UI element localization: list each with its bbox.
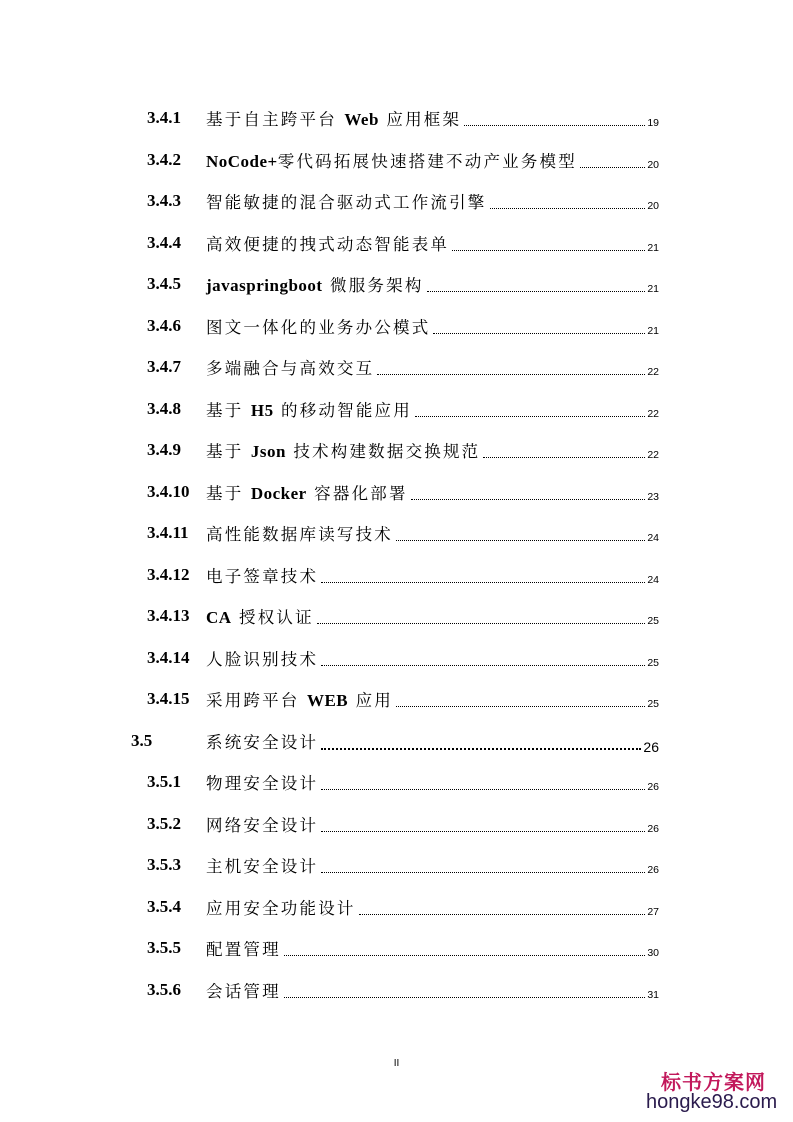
toc-entry-page: 24 (647, 532, 659, 544)
toc-entry[interactable] (0, 812, 793, 838)
toc-dot-leader (359, 913, 646, 915)
toc-entry-title-part: 高效便捷的拽式动态智能表单 (206, 234, 450, 254)
toc-entry-number: 3.5.6 (147, 979, 181, 999)
toc-entry-number: 3.4.6 (147, 315, 181, 335)
toc-dot-leader (396, 705, 645, 707)
toc-entry-number: 3.4.12 (147, 564, 190, 584)
toc-entry-line (206, 272, 659, 298)
toc-entry-page: 21 (647, 241, 659, 254)
toc-entry-title (206, 317, 430, 340)
toc-entry-number: 3.4.1 (147, 108, 181, 127)
toc-entry-title-part: Json (250, 442, 286, 461)
toc-entry-page: 22 (647, 407, 659, 420)
toc-entry-line (206, 397, 659, 423)
toc-entry-title-part: Docker (250, 483, 307, 503)
toc-dot-leader (427, 290, 646, 292)
toc-dot-leader (433, 332, 645, 334)
toc-entry-line (206, 812, 659, 838)
toc-entry-page: 26 (647, 864, 659, 876)
toc-entry-title-part: 配置管理 (206, 940, 281, 959)
toc-dot-leader (490, 207, 646, 209)
toc-entry-title (206, 109, 461, 132)
toc-entry-title-part: 智能敏捷的混合驱动式工作流引擎 (206, 193, 487, 212)
toc-dot-leader (464, 124, 645, 126)
toc-entry[interactable] (0, 272, 793, 298)
toc-entry-page: 25 (647, 615, 659, 627)
toc-entry-number: 3.4.15 (147, 689, 190, 708)
toc-entry-page: 27 (647, 905, 659, 918)
toc-dot-leader (321, 871, 645, 873)
toc-dot-leader (580, 166, 645, 168)
toc-entry-line (206, 480, 659, 506)
toc-entry-title (206, 815, 318, 838)
toc-entry-title-part: 零代码拓展快速搭建不动产业务模型 (277, 151, 577, 171)
toc-entry[interactable] (0, 687, 793, 713)
toc-entry-title-part: 会话管理 (206, 981, 281, 1001)
toc-dot-leader (284, 996, 646, 998)
toc-entry-title-part: WEB (306, 691, 349, 710)
toc-entry-page: 30 (647, 947, 659, 959)
toc-entry-title (206, 441, 480, 464)
toc-entry-line (206, 729, 659, 755)
toc-entry[interactable] (0, 355, 793, 381)
toc-entry-page: 20 (647, 158, 659, 171)
toc-entry-title (206, 400, 412, 423)
toc-entry[interactable] (0, 978, 793, 1004)
toc-entry-number: 3.5.5 (147, 938, 181, 957)
toc-entry[interactable] (0, 189, 793, 215)
toc-entry[interactable] (0, 148, 793, 174)
toc-entry[interactable] (0, 936, 793, 962)
toc-entry-number: 3.5.3 (147, 855, 181, 874)
toc-entry-title (206, 732, 318, 755)
toc-entry-title (206, 524, 393, 547)
toc-entry[interactable] (0, 604, 793, 630)
toc-entry-page: 23 (647, 490, 659, 503)
toc-entry-title-part: 应用安全功能设计 (206, 898, 356, 918)
watermark-brand: 标书方案网 (661, 1070, 766, 1094)
toc-entry-number: 3.4.2 (147, 149, 181, 169)
toc-entry-title-part: 的移动智能应用 (273, 400, 412, 420)
toc-entry-line (206, 687, 659, 713)
toc-entry-number: 3.4.10 (147, 481, 190, 501)
toc-entry-line (206, 853, 659, 879)
toc-entry-title-part: 基于 (206, 400, 251, 420)
toc-entry-title-part: 人脸识别技术 (206, 649, 319, 669)
toc-entry-number: 3.4.3 (147, 191, 181, 210)
toc-entry[interactable] (0, 106, 793, 132)
toc-entry-line (206, 355, 659, 381)
toc-dot-leader (321, 581, 645, 583)
toc-entry-page: 22 (647, 366, 659, 378)
toc-entry-number: 3.4.13 (147, 606, 190, 625)
toc-dot-leader (396, 539, 645, 541)
toc-entry[interactable] (0, 853, 793, 879)
toc-entry-title-part: 基于 (206, 442, 251, 461)
toc-entry-title-part: javaspringboot (206, 276, 323, 295)
toc-entry-title-part: 主机安全设计 (206, 857, 319, 876)
toc-entry-page: 26 (647, 781, 659, 793)
toc-entry-title (206, 566, 318, 589)
toc-entry-title (206, 690, 393, 713)
toc-entry-title-part: 图文一体化的业务办公模式 (206, 317, 431, 337)
toc-entry[interactable] (0, 729, 793, 755)
toc-entry-title-part: NoCode+ (206, 151, 278, 171)
toc-entry[interactable] (0, 314, 793, 340)
toc-dot-leader (415, 415, 645, 417)
toc-entry-number: 3.5.4 (147, 896, 181, 916)
toc-entry-number: 3.4.14 (147, 647, 190, 667)
toc-entry-title-part: 电子签章技术 (206, 566, 319, 586)
toc-entry-title-part: 应用框架 (378, 110, 462, 129)
toc-entry[interactable] (0, 646, 793, 672)
toc-entry-title-part: Web (344, 110, 379, 129)
toc-entry-number: 3.4.9 (147, 440, 181, 459)
toc-entry-number: 3.5 (131, 730, 153, 750)
toc-entry-line (206, 604, 659, 630)
toc-entry-title (206, 607, 314, 630)
toc-entry-page: 26 (643, 738, 659, 755)
toc-dot-leader (321, 830, 645, 832)
toc-entry-title-part: 容器化部署 (306, 483, 408, 503)
toc-entry-page: 21 (647, 324, 659, 337)
toc-entry-title (206, 151, 577, 174)
toc-entry-number: 3.5.1 (147, 772, 181, 791)
toc-entry[interactable] (0, 770, 793, 796)
toc-entry-title-part: 授权认证 (231, 608, 314, 627)
toc-entry-title-part: 高性能数据库读写技术 (206, 525, 393, 544)
toc-entry-page: 26 (647, 822, 659, 835)
toc-dot-leader (321, 788, 645, 790)
toc-entry[interactable] (0, 397, 793, 423)
toc-entry-title-part: 网络安全设计 (206, 815, 319, 835)
toc-entry-line (206, 521, 659, 547)
toc-entry[interactable] (0, 438, 793, 464)
toc-entry-title (206, 856, 318, 879)
toc-entry-title (206, 483, 408, 506)
toc-entry-line (206, 770, 659, 796)
toc-entry-title-part: 微服务架构 (322, 276, 424, 295)
toc-entry-title (206, 649, 318, 672)
toc-dot-leader (411, 498, 646, 500)
toc-entry-title (206, 773, 318, 796)
toc-entry-line (206, 106, 659, 132)
toc-entry[interactable] (0, 563, 793, 589)
toc-entry[interactable] (0, 895, 793, 921)
toc-dot-leader (452, 249, 645, 251)
toc-entry-line (206, 189, 659, 215)
watermark-site: hongke98.com (646, 1091, 778, 1113)
toc-entry-line (206, 978, 659, 1004)
toc-entry-title (206, 275, 424, 298)
toc-entry-title-part: 技术构建数据交换规范 (285, 442, 481, 461)
toc-entry-line (206, 314, 659, 340)
toc-entry-line (206, 895, 659, 921)
toc-dot-leader (317, 622, 646, 624)
toc-dot-leader (377, 373, 645, 375)
toc-entry-page: 31 (647, 988, 659, 1001)
toc-entry-line (206, 936, 659, 962)
toc-dot-leader (321, 747, 641, 750)
toc-entry-number: 3.4.8 (147, 398, 181, 418)
toc-dot-leader (321, 664, 645, 666)
toc-entry-title (206, 981, 281, 1004)
toc-entry-number: 3.4.4 (147, 232, 181, 252)
toc-entry-page: 25 (647, 698, 659, 710)
toc-entry-title (206, 358, 374, 381)
toc-entry-line (206, 563, 659, 589)
toc-entry-title-part: 系统安全设计 (206, 732, 319, 752)
toc-entry-title-part: CA (206, 608, 232, 627)
toc-entry[interactable] (0, 480, 793, 506)
toc-entry-number: 3.4.11 (147, 523, 189, 542)
toc-entry-page: 24 (647, 573, 659, 586)
toc-entry-page: 20 (647, 200, 659, 212)
toc-entry-title-part: 基于 (206, 483, 251, 503)
toc-entry-line (206, 438, 659, 464)
toc-entry[interactable] (0, 231, 793, 257)
toc-entry-page: 19 (647, 117, 659, 129)
toc-entry-title-part: 物理安全设计 (206, 774, 319, 793)
toc-entry-number: 3.5.2 (147, 813, 181, 833)
toc-entry-line (206, 231, 659, 257)
toc-dot-leader (483, 456, 645, 458)
page-number-footer: II (393, 1058, 400, 1069)
toc-dot-leader (284, 954, 646, 956)
toc-entry-title-part: 采用跨平台 (206, 691, 307, 710)
toc-entry-page: 21 (647, 283, 659, 295)
toc-entry-title-part: H5 (250, 400, 274, 420)
toc-entry-title (206, 234, 449, 257)
toc-entry-line (206, 148, 659, 174)
toc-entry-title-part: 多端融合与高效交互 (206, 359, 375, 378)
toc-entry-number: 3.4.5 (147, 274, 181, 293)
toc-entry-title (206, 192, 487, 215)
toc-entry-number: 3.4.7 (147, 357, 181, 376)
toc-entry-page: 25 (647, 656, 659, 669)
toc-entry-title (206, 939, 281, 962)
toc-entry-line (206, 646, 659, 672)
toc-entry-title-part: 基于自主跨平台 (206, 110, 345, 129)
toc-entry-page: 22 (647, 449, 659, 461)
toc-entry-title-part: 应用 (348, 691, 393, 710)
toc-entry-title (206, 898, 356, 921)
toc-entry[interactable] (0, 521, 793, 547)
